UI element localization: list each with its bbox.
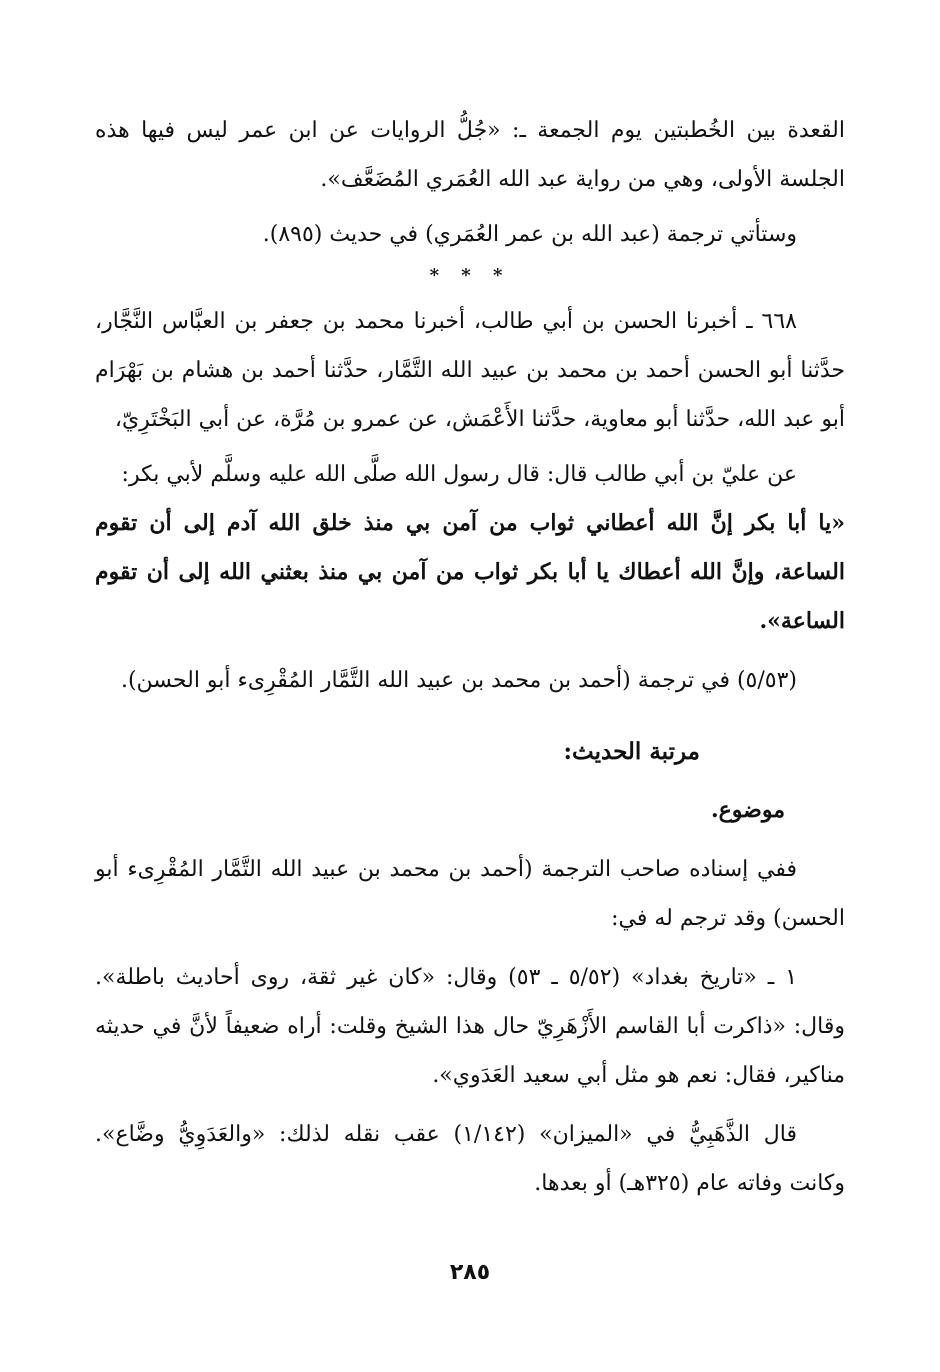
hadith-grade: موضوع. xyxy=(711,797,785,823)
paragraph-isnad: ٦٦٨ ـ أخبرنا الحسن بن أبي طالب، أخبرنا محمد بن جعفر بن العبَّاس النَّجَّار، حدَّثنا أبو الحسن أحمد بن محمد بن عبيد الله التَّمَّار، حدَّثنا أحمد بن هشام بن بَهْرَام أبو عبد الله، حدَّثنا أبو معاوية، حدَّثنا الأَعْمَش، عن عمرو بن مُرَّة، عن أبي البَخْتَرِيّ، xyxy=(95,309,845,432)
section-heading-grade: مرتبة الحديث: xyxy=(563,738,700,765)
paragraph-hadith-text: «يا أبا بكر إنَّ الله أعطاني ثواب من آمن بي منذ خلق الله آدم إلى أن تقوم الساعة، وإنَّ الله أعطاك يا أبا بكر ثواب من آمن بي منذ بعثني الله إلى أن تقوم الساعة». xyxy=(95,510,845,634)
paragraph-cross-reference: وستأتي ترجمة (عبد الله بن عمر العُمَري) في حديث (٨٩٥). xyxy=(262,222,797,247)
paragraph-reason: ففي إسناده صاحب الترجمة (أحمد بن محمد بن عبيد الله التَّمَّار المُقْرِىء أبو الحسن) وقد ترجم له في: xyxy=(95,857,845,931)
page-text-block xyxy=(95,106,845,1208)
paragraph-hadith-intro: عن عليّ بن أبي طالب قال: قال رسول الله صلَّى الله عليه وسلَّم لأبي بكر: xyxy=(121,462,797,487)
page-number: ٢٨٥ xyxy=(449,1260,491,1285)
section-divider-stars: * * * xyxy=(429,265,511,286)
paragraph-reference-one: ١ ـ «تاريخ بغداد» (٥/٥٢ ـ ٥٣) وقال: «كان غير ثقة، روى أحاديث باطلة». وقال: «ذاكرت أبا القاسم الأَزْهَرِيّ حال هذا الشيخ وقلت: أراه ضعيفاً لأنَّ في حديثه مناكير، فقال: نعم هو مثل أبي سعيد العَدَوي». xyxy=(95,965,845,1088)
paragraph-commentary-continued: القعدة بين الخُطبتين يوم الجمعة ـ: «جُلُّ الروايات عن ابن عمر ليس فيها هذه الجلسة الأولى، وهي من رواية عبد الله العُمَري المُضَعَّف». xyxy=(95,118,845,192)
paragraph-source-reference: (٥/٥٣) في ترجمة (أحمد بن محمد بن عبيد الله التَّمَّار المُقْرِىء أبو الحسن). xyxy=(120,668,797,693)
paragraph-dhahabi-quote: قال الذَّهَبِيُّ في «الميزان» (١/١٤٢) عقب نقله لذلك: «والعَدَوِيُّ وضَّاع». وكانت وفاته عام (٣٢٥هـ) أو بعدها. xyxy=(95,1122,845,1196)
